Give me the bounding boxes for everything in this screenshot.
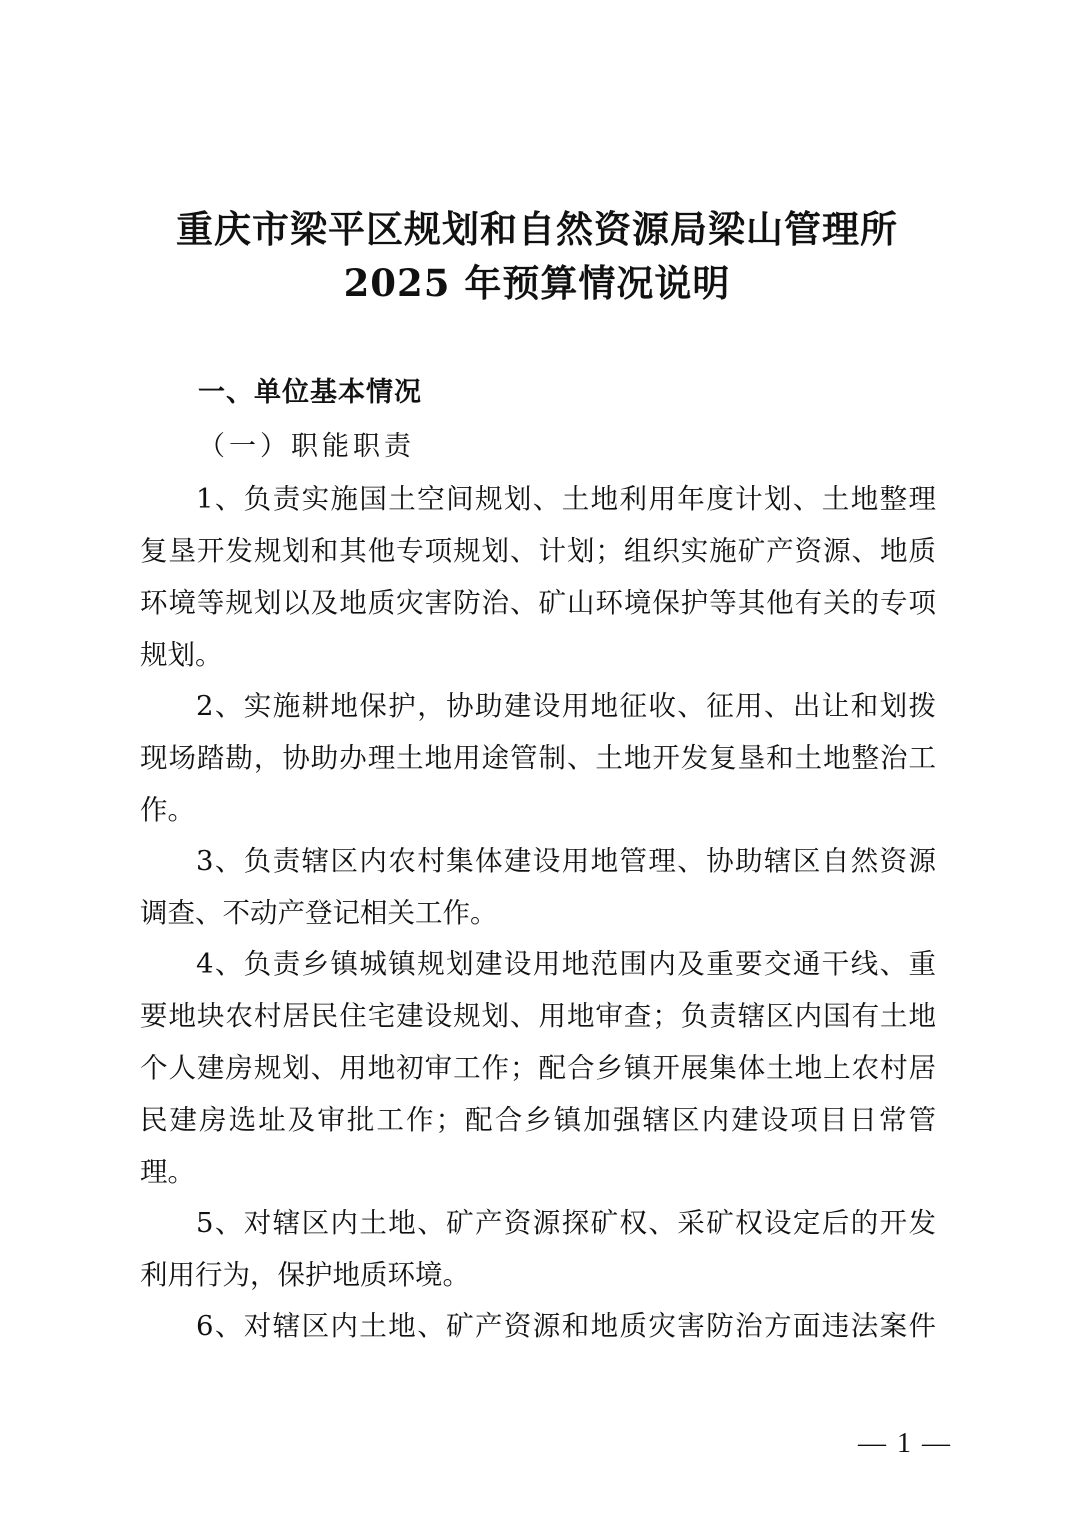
document-title-line-2: 2025 年预算情况说明 (343, 261, 731, 305)
paragraph-6-line: 6、对辖区内土地、矿产资源和地质灾害防治方面违法案件 (196, 1310, 936, 1342)
page-number: — 1 — (858, 1428, 952, 1459)
paragraph-1-line: 1、负责实施国土空间规划、土地利用年度计划、土地整理 (196, 483, 936, 515)
paragraph-1-line: 规划。 (140, 639, 223, 671)
paragraph-4-line: 要地块农村居民住宅建设规划、用地审查；负责辖区内国有土地 (140, 1000, 936, 1032)
paragraph-4-line: 个人建房规划、用地初审工作；配合乡镇开展集体土地上农村居 (140, 1052, 936, 1084)
document-title-line-1: 重庆市梁平区规划和自然资源局梁山管理所 (176, 207, 898, 251)
paragraph-2-line: 现场踏勘，协助办理土地用途管制、土地开发复垦和土地整治工 (140, 742, 936, 774)
paragraph-4-line: 民建房选址及审批工作；配合乡镇加强辖区内建设项目日常管 (140, 1104, 936, 1136)
paragraph-3-line: 3、负责辖区内农村集体建设用地管理、协助辖区自然资源 (196, 845, 936, 877)
paragraph-2-line: 2、实施耕地保护，协助建设用地征收、征用、出让和划拨 (196, 690, 936, 722)
paragraph-5-line: 利用行为，保护地质环境。 (140, 1259, 470, 1291)
paragraph-4-line: 4、负责乡镇城镇规划建设用地范围内及重要交通干线、重 (196, 948, 936, 980)
paragraph-4-line: 理。 (140, 1156, 195, 1188)
paragraph-2-line: 作。 (140, 794, 195, 826)
paragraph-1-line: 复垦开发规划和其他专项规划、计划；组织实施矿产资源、地质 (140, 535, 936, 567)
subsection-heading: （一）职能职责 (198, 431, 415, 462)
paragraph-1-line: 环境等规划以及地质灾害防治、矿山环境保护等其他有关的专项 (140, 587, 936, 619)
paragraph-5-line: 5、对辖区内土地、矿产资源探矿权、采矿权设定后的开发 (196, 1207, 936, 1239)
section-heading: 一、单位基本情况 (198, 377, 422, 408)
paragraph-3-line: 调查、不动产登记相关工作。 (140, 897, 498, 929)
